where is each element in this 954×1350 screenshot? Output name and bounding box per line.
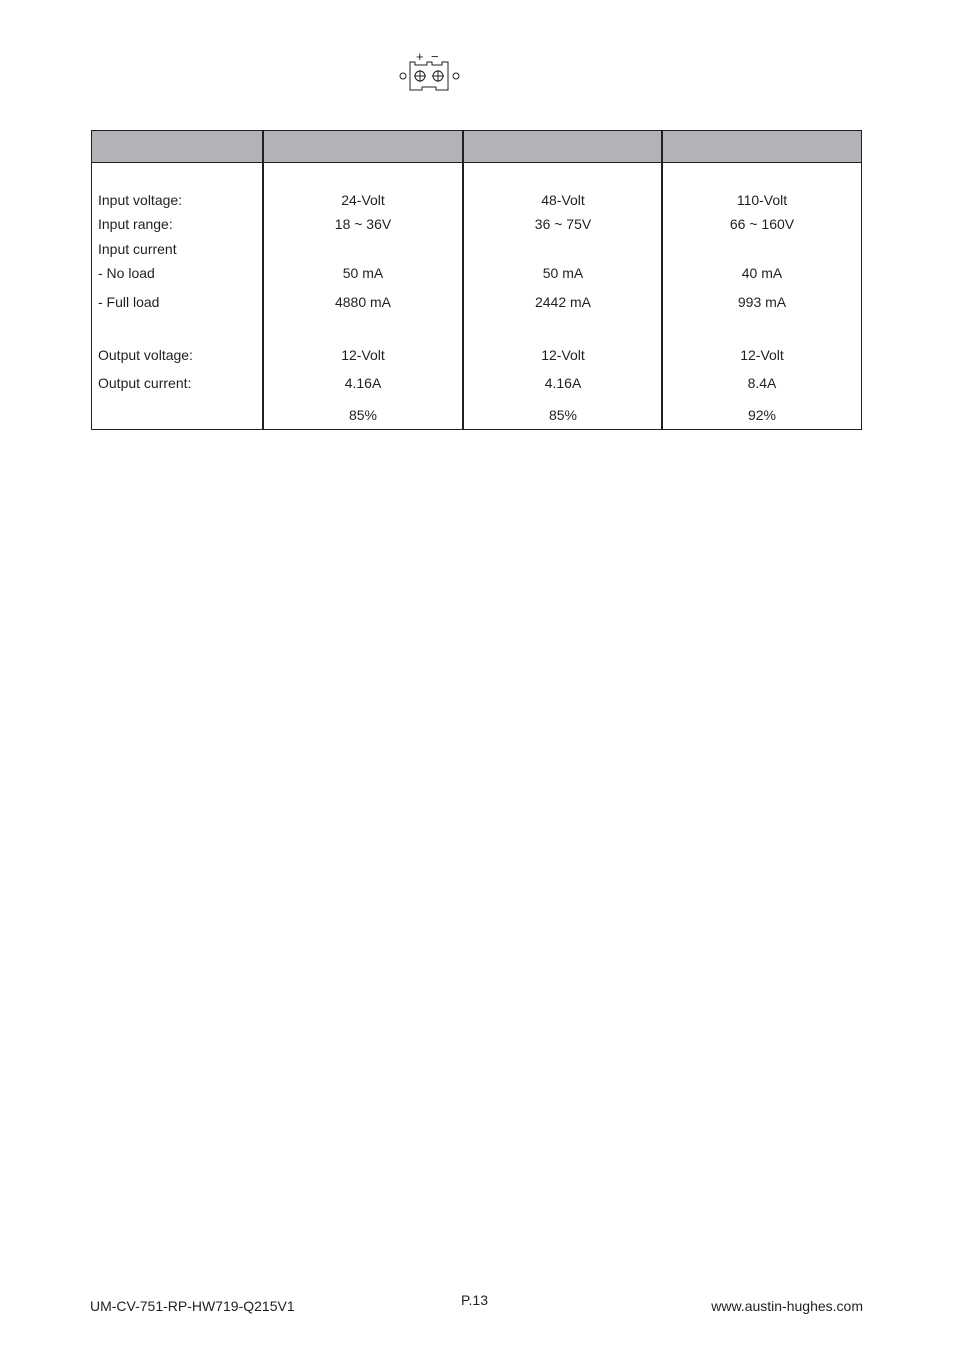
cell-48v-input-range: 36 ~ 75V	[534, 216, 592, 232]
cell-48v-efficiency: 85%	[548, 407, 578, 423]
cell-24v-output-current: 4.16A	[344, 375, 382, 391]
row-label-full-load: - Full load	[98, 294, 160, 310]
spec-table	[91, 130, 862, 430]
cell-24v-efficiency: 85%	[348, 407, 378, 423]
row-label-output-current: Output current:	[98, 375, 192, 391]
terminal-block-diagram	[398, 50, 462, 94]
cell-110v-efficiency: 92%	[747, 407, 777, 423]
row-label-output-voltage: Output voltage:	[98, 347, 193, 363]
cell-48v-output-current: 4.16A	[544, 375, 582, 391]
table-header-row	[92, 131, 861, 163]
cell-24v-input-range: 18 ~ 36V	[334, 216, 392, 232]
cell-24v-input-voltage: 24-Volt	[341, 192, 385, 208]
screw-plus-icon	[414, 70, 426, 82]
cell-48v-full-load: 2442 mA	[534, 294, 592, 310]
cell-110v-input-voltage: 110-Volt	[736, 192, 788, 208]
cell-24v-full-load: 4880 mA	[334, 294, 392, 310]
cell-110v-output-voltage: 12-Volt	[740, 347, 784, 363]
cell-48v-output-voltage: 12-Volt	[541, 347, 585, 363]
cell-24v-output-voltage: 12-Volt	[341, 347, 385, 363]
footer-website: www.austin-hughes.com	[711, 1298, 863, 1314]
mount-hole-right-icon	[453, 73, 459, 79]
row-label-input-voltage: Input voltage:	[98, 192, 183, 208]
minus-symbol: −	[431, 50, 439, 64]
row-label-no-load: - No load	[98, 265, 155, 281]
cell-110v-no-load: 40 mA	[741, 265, 783, 281]
plus-symbol: +	[416, 50, 424, 64]
cell-110v-full-load: 993 mA	[737, 294, 787, 310]
cell-110v-input-range: 66 ~ 160V	[729, 216, 795, 232]
footer-doc-id: UM-CV-751-RP-HW719-Q215V1	[90, 1298, 295, 1314]
footer-page-number: P.13	[461, 1292, 488, 1308]
mount-hole-left-icon	[400, 73, 406, 79]
row-label-input-range: Input range:	[98, 216, 173, 232]
screw-minus-icon	[432, 70, 444, 82]
cell-110v-output-current: 8.4A	[747, 375, 777, 391]
cell-48v-input-voltage: 48-Volt	[541, 192, 585, 208]
row-label-input-current: Input current	[98, 241, 177, 257]
cell-24v-no-load: 50 mA	[342, 265, 384, 281]
cell-48v-no-load: 50 mA	[542, 265, 584, 281]
